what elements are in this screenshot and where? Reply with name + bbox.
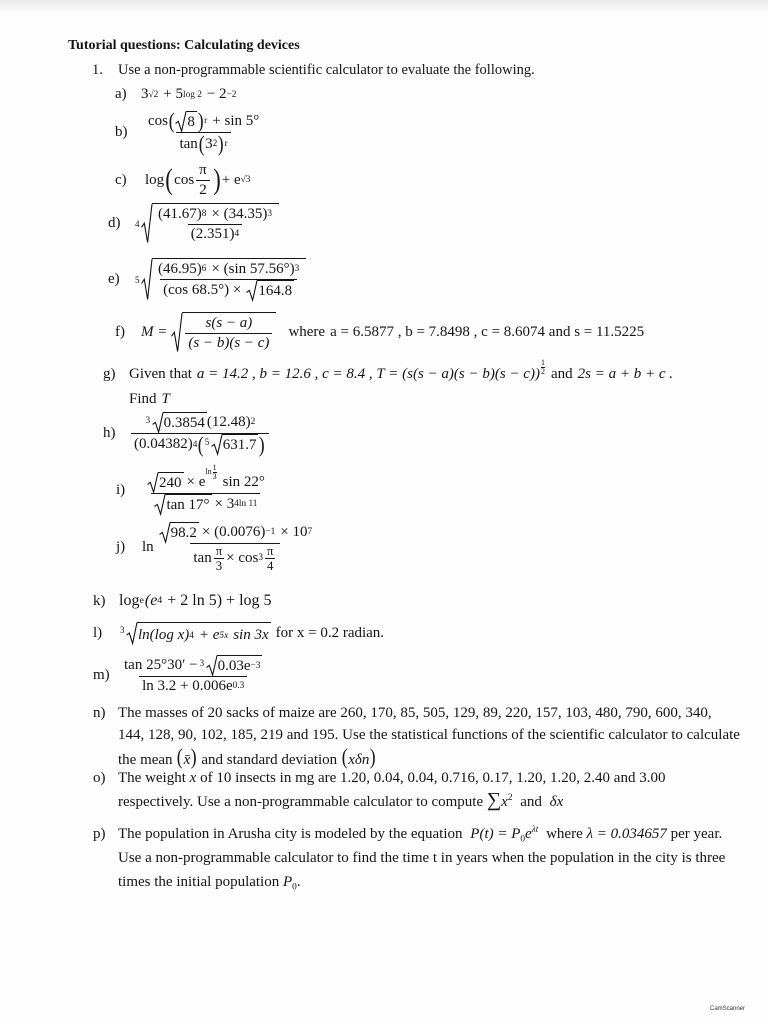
denominator: (2.351) 4 [188, 224, 242, 244]
numerator: (41.67) 8 × (34.35) 3 [158, 206, 273, 222]
item-f [115, 312, 644, 353]
text: and [550, 366, 573, 382]
item-label: n) [93, 705, 106, 721]
term: + e [221, 171, 241, 188]
item-label: a) [115, 86, 127, 102]
fraction [196, 161, 210, 200]
term: (46.95) [158, 261, 202, 277]
radical-sign-icon [159, 522, 170, 543]
expression: log ( cos $\frac{\pi}{2}$ ) + e √3 [145, 162, 251, 198]
square-root [154, 494, 211, 515]
item-b [115, 110, 264, 155]
numerator: (46.95) 6 × (sin 57.56°) 3 [158, 261, 300, 277]
fifth-root [135, 258, 306, 301]
item-c [115, 161, 250, 200]
exponent: 2 [507, 792, 513, 803]
condition-text: for x = 0.2 radian. [275, 624, 385, 641]
item-k: k) log e (e 4 + 2 ln 5) + log 5 [93, 592, 272, 609]
question-text: where [546, 826, 583, 842]
radical-sign-icon [126, 622, 137, 644]
numerator [121, 655, 265, 676]
fourth-root [135, 203, 279, 244]
denominator: tan ( 3 2 ) r [176, 132, 230, 155]
item-g-find [129, 391, 170, 408]
paren: ) [191, 744, 197, 769]
term: × 3 [214, 495, 235, 512]
item-label: c) [115, 171, 127, 188]
item-label: b) [115, 124, 128, 140]
radicand [152, 258, 306, 301]
question-text: The population in Arusha city is modeled by the equation [118, 826, 463, 842]
root-index: 5 [204, 437, 210, 448]
mean-symbol: x̄ [183, 752, 191, 768]
term: (e [144, 592, 158, 609]
denominator: 2 [540, 367, 545, 376]
numerator: π [199, 162, 207, 178]
item-label: k) [93, 592, 106, 609]
item-e [108, 258, 306, 301]
question-text: Use a non-programmable scientific calculator to evaluate the following. [118, 62, 535, 78]
std-dev-symbol: xδn [348, 752, 370, 768]
term: × (0.0076) [201, 524, 266, 540]
equation: P(t) = P [470, 826, 521, 842]
question-1 [92, 62, 535, 79]
item-label: m) [93, 666, 110, 683]
term: × (34.35) [211, 206, 268, 222]
exponent-fraction [541, 359, 545, 376]
question-text: per year. Use a non-programmable calculator to find the time t in years when the population in the city is three times the initial population [118, 826, 726, 890]
term: ln(log x) [138, 627, 190, 643]
fraction [155, 205, 275, 244]
radicand: ln(log x) 4 + e 5x sin 3x [137, 622, 271, 644]
item-label: p) [93, 826, 106, 842]
punctuation: . [296, 874, 301, 890]
paren: ( [177, 744, 183, 769]
sigma-symbol: ∑ [486, 788, 502, 811]
item-d [108, 203, 279, 244]
denominator: ln 3.2 + 0.006e 0.3 [139, 676, 247, 696]
item-m [93, 655, 267, 696]
question-text: The weight [118, 770, 186, 786]
scanner-watermark: CamScanner [710, 1006, 746, 1012]
variable: M = [141, 323, 168, 340]
numerator: s(s − a) [205, 315, 253, 331]
term: 0.03e [217, 658, 251, 674]
term: (12.48) [206, 414, 251, 430]
where-text: where [288, 323, 326, 340]
term: tan 25°30′ − [124, 657, 198, 673]
radicand: tan 17° [165, 494, 211, 515]
radical-sign-icon [171, 312, 182, 353]
item-body [118, 768, 740, 813]
item-h [103, 412, 271, 456]
item-label: l) [93, 624, 103, 641]
exponent: λt [531, 824, 539, 835]
term: + 2 ln 5) + log 5 [167, 592, 272, 609]
function-name: log [119, 592, 140, 609]
numerator: 3 0.3854 (12.48) 2 [145, 414, 256, 431]
fraction [145, 110, 262, 155]
numerator: π [215, 543, 223, 558]
function-name: tan [179, 135, 198, 152]
text: Find [129, 391, 157, 407]
variable: x [189, 770, 197, 786]
term: sin 22° [222, 474, 265, 490]
paren: ) [197, 108, 204, 133]
term: + e [198, 627, 220, 643]
radical-sign-icon [211, 434, 222, 455]
paren: ) [259, 431, 266, 457]
numerator: 1 [540, 358, 545, 367]
item-i [116, 462, 270, 515]
question-text: The masses of 20 sacks of maize are 260, 170, 85, 505, 129, 89, 220, 157, 103, 480, 790, 600, 340, 144, 128, 90, 102, 185, 219 and 195. Use the statistical functions of the scientific calculator to calculate the mean [118, 705, 740, 768]
item-label: j) [116, 538, 126, 555]
item-body [118, 703, 740, 772]
cube-root [120, 622, 271, 644]
equation: e [525, 826, 532, 842]
numerator [144, 462, 268, 493]
question-number: 1. [92, 62, 103, 78]
denominator: 2 [196, 180, 210, 200]
radical-sign-icon [175, 111, 186, 132]
denominator: 4 [267, 558, 274, 573]
fraction [131, 412, 269, 456]
root-index: 4 [135, 219, 140, 229]
exponent-fraction [213, 464, 217, 481]
std-dev-symbol: δx [549, 793, 564, 810]
item-label: g) [103, 366, 116, 382]
given-values: a = 6.5877 , b = 7.8498 , c = 8.6074 and s = 11.5225 [330, 323, 645, 340]
fraction [185, 314, 272, 353]
square-root [147, 472, 184, 493]
exponent-ln: ln [205, 467, 212, 477]
fraction [265, 544, 275, 573]
radicand: 98.2 [170, 522, 199, 543]
term: (41.67) [158, 206, 202, 222]
fraction [156, 522, 315, 573]
term: × 10 [280, 524, 308, 540]
root-index: 3 [120, 624, 125, 635]
item-label: d) [108, 214, 121, 231]
radicand: 240 [158, 472, 184, 493]
root-index: 3 [199, 657, 205, 668]
denominator: (0.04382) 4 ( 5 631.7 ) [131, 433, 269, 456]
question-text: and [520, 793, 542, 810]
paren: ) [213, 163, 221, 197]
function-name: log [145, 171, 165, 188]
radical-sign-icon [141, 203, 152, 244]
function-name: ln [142, 538, 154, 555]
denominator: tan $\frac{\pi}{3}$ × cos 3 $\frac{\pi}{4}$ [190, 543, 280, 573]
item-a [115, 86, 236, 103]
paren: ) [370, 744, 377, 769]
term: × (sin 57.56°) [211, 261, 295, 277]
numerator: cos ( 8 ) r + sin 5° [148, 108, 260, 133]
question-text: and standard deviation [201, 752, 338, 768]
denominator: 3 [212, 471, 217, 481]
square-root [246, 280, 294, 301]
term: × e [186, 474, 206, 490]
denominator: (s − b)(s − c) [185, 333, 272, 353]
term: (cos 68.5°) × [163, 281, 242, 298]
square-root [175, 111, 197, 132]
cube-root [199, 655, 263, 676]
formula: a = 14.2 , b = 12.6 , c = 8.4 , T = (s(s − a)(s − b)(s − c)) [196, 366, 540, 382]
radical-sign-icon [154, 494, 165, 515]
equation: λ = 0.034657 [586, 826, 667, 842]
question-text: of 10 insects in mg are 1.20, 0.04, 0.04, 0.716, 0.17, 1.20, 1.20, 2.40 and 3.00 respectively. Use a non-programmable calculator to compute [118, 770, 666, 810]
item-g [103, 358, 674, 383]
radical-sign-icon [152, 412, 163, 433]
variable: x [501, 793, 508, 810]
exponent [205, 464, 217, 481]
term: + sin 5° [212, 112, 260, 129]
root-index: 5 [135, 274, 140, 285]
radicand: 8 [186, 111, 197, 132]
term: + 5 [163, 86, 183, 102]
radicand: 0.3854 [163, 412, 207, 433]
radicand [152, 203, 279, 244]
fifth-root [204, 434, 259, 455]
text: Given that [129, 366, 192, 382]
item-label: e) [108, 270, 120, 287]
radical-sign-icon [147, 472, 158, 493]
radical-sign-icon [206, 655, 217, 676]
paren: ( [198, 431, 205, 457]
item-j [116, 522, 317, 573]
numerator: π [267, 543, 274, 558]
item-l [93, 622, 384, 644]
fraction [214, 544, 224, 573]
subscript: 0 [292, 882, 297, 893]
function-name: cos [174, 171, 195, 188]
term: sin 3x [233, 627, 269, 643]
expression: 3 √2 + 5 log 2 − 2 −2 [141, 86, 237, 102]
item-label: h) [103, 425, 116, 442]
page-title: Tutorial questions: Calculating devices [68, 38, 300, 53]
term: ln 3.2 + 0.006e [142, 677, 233, 694]
term: (0.04382) [134, 436, 193, 453]
function-name: tan [193, 549, 212, 566]
formula: 2s = a + b + c . [577, 366, 674, 382]
paren: ( [168, 108, 175, 133]
root-index: 3 [145, 414, 151, 425]
paren: ( [198, 131, 205, 156]
square-root [159, 522, 199, 543]
term: 3 [205, 135, 213, 152]
radicand: 164.8 [257, 280, 294, 301]
term: − 2 [206, 86, 227, 102]
item-label: f) [115, 323, 125, 340]
term: (2.351) [190, 225, 235, 242]
scan-edge-shadow [0, 0, 768, 14]
variable: T [161, 391, 170, 407]
item-body [118, 822, 740, 894]
paren: ) [218, 131, 224, 156]
square-root [171, 312, 276, 353]
radicand: 0.03e −3 [217, 655, 263, 676]
function-name: cos [148, 112, 168, 129]
numerator: 98.2 × (0.0076) −1 × 10 7 [156, 522, 315, 543]
item-label: o) [93, 770, 106, 786]
term: 3 [141, 86, 149, 102]
fraction [155, 260, 302, 301]
numerator: 1 [212, 462, 217, 472]
denominator: tan 17° × 3 4ln 11 [151, 493, 260, 515]
variable: P [282, 874, 293, 890]
item-label: i) [116, 481, 126, 498]
denominator [160, 279, 297, 301]
radicand [182, 312, 276, 353]
function-name: × cos [226, 549, 259, 566]
fraction [144, 462, 268, 515]
fraction [121, 655, 265, 696]
radicand: 631.7 [222, 434, 259, 455]
radical-sign-icon [246, 280, 257, 301]
radical-sign-icon [141, 258, 152, 301]
subscript: 0 [520, 834, 526, 845]
denominator: 3 [215, 558, 223, 573]
paren: ( [341, 744, 348, 769]
paren: ( [165, 163, 173, 197]
